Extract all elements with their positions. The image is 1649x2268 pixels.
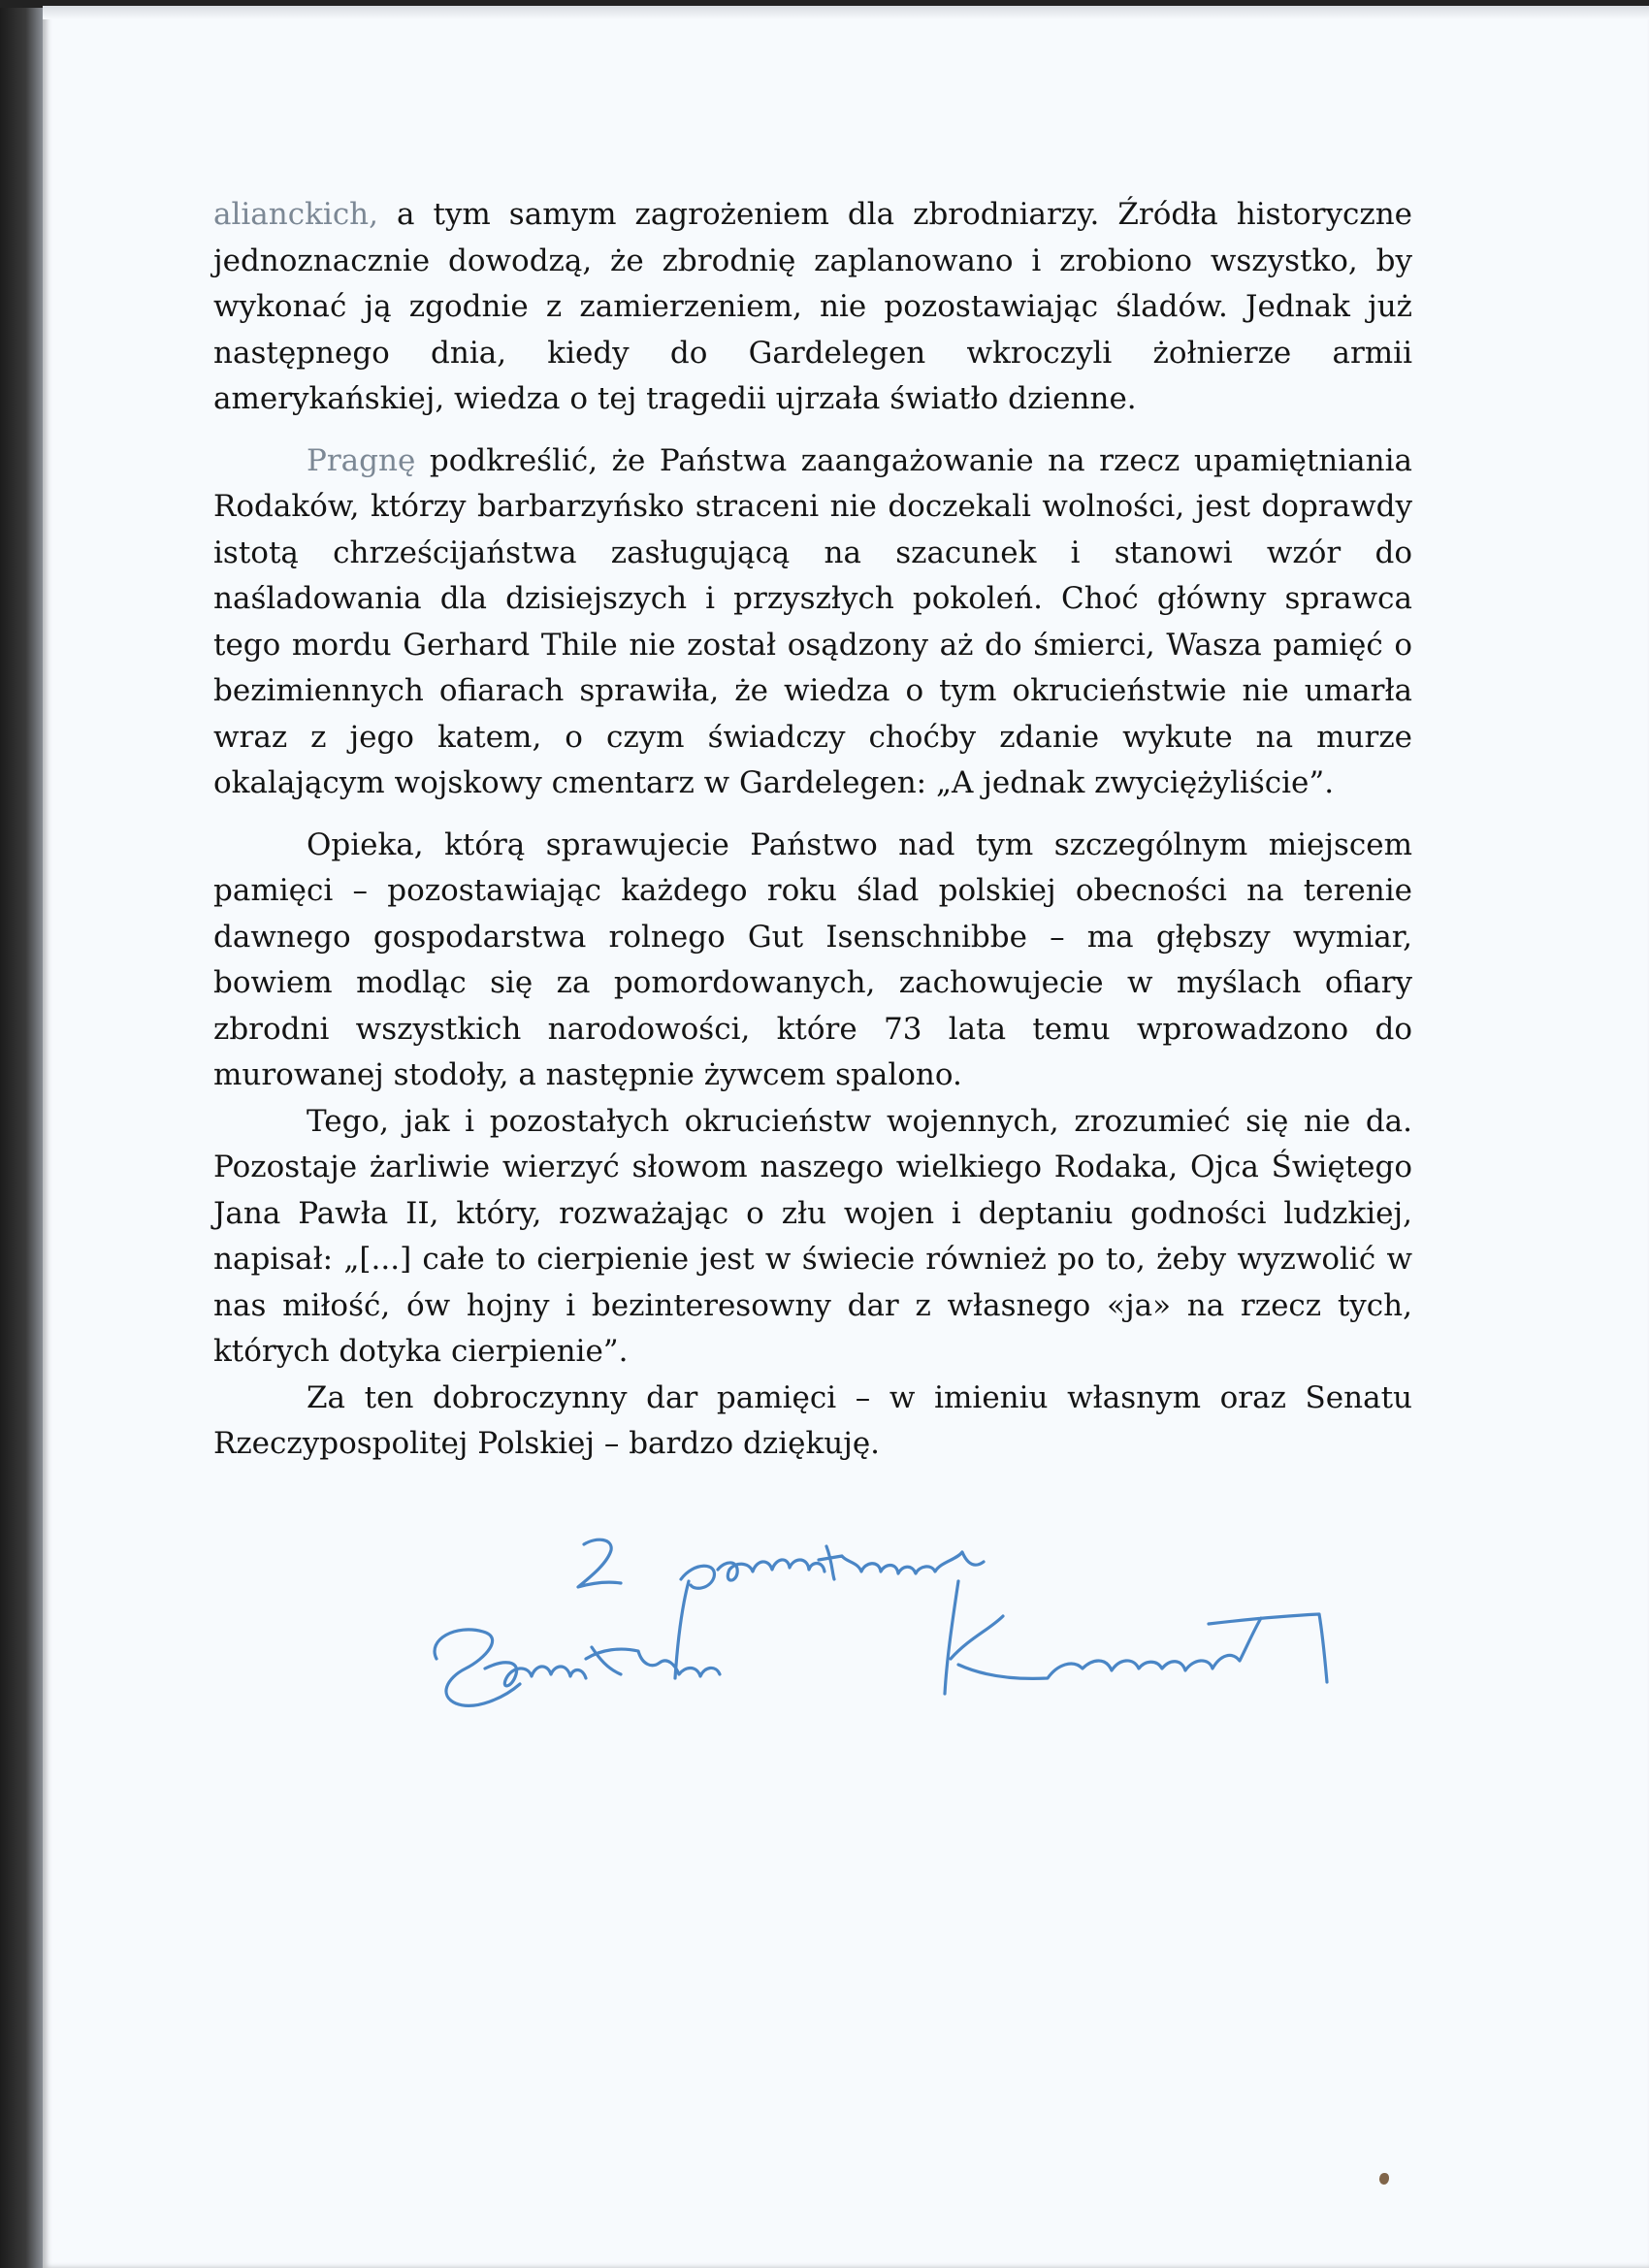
paragraph-1-lead: alianckich, — [213, 197, 379, 232]
scan-border-left — [0, 0, 43, 2268]
page-top-shadow — [43, 6, 1649, 19]
paragraph-4 — [213, 1099, 1412, 1376]
closing-letter-z — [578, 1539, 621, 1587]
paragraph-3 — [213, 823, 1412, 1099]
signature-ink — [435, 1539, 1327, 1705]
paragraph-4-text: Tego, jak i pozostałych okrucieństw wojennych, zrozumieć się nie da. Pozostaje żarliwie wierzyć słowom naszego wielkiego Rodaka, Ojca Świętego Jana Pawła II, który, rozważając o złu wojen i deptaniu godności ludzkiej, napisał: „[...] całe to cierpienie jest w świecie również po to, żeby wyzwolić w nas miłość, ów hojny i bezinteresowny dar z własnego «ja» na rzecz tych, których dotyka cierpienie”. — [213, 1103, 1412, 1369]
paragraph-1 — [213, 192, 1412, 423]
paragraph-5 — [213, 1376, 1412, 1468]
handwritten-signature — [427, 1523, 1397, 1766]
paragraph-5-text: Za ten dobroczynny dar pamięci – w imieniu własnym oraz Senatu Rzeczypospolitej Polskiej – bardzo dziękuję. — [213, 1379, 1412, 1461]
surname — [945, 1581, 1327, 1694]
paragraph-2 — [213, 438, 1412, 807]
closing-word — [675, 1546, 984, 1678]
paragraph-3-text: Opieka, którą sprawujecie Państwo nad tym szczególnym miejscem pamięci – pozostawiając każdego roku ślad polskiej obecności na terenie dawnego gospodarstwa rolnego Gut Isenschnibbe – ma głębszy wymiar, bowiem modląc się za pomordowanych, zachowujecie w myślach ofiary zbrodni wszystkich narodowości, które 73 lata temu wprowadzono do murowanej stodoły, a następnie żywcem spalono. — [213, 826, 1412, 1092]
signature-drawing — [427, 1523, 1397, 1766]
letter-body — [213, 192, 1412, 1468]
paragraph-2-lead: Pragnę — [307, 442, 416, 478]
paragraph-1-text: a tym samym zagrożeniem dla zbrodniarzy. Źródła historyczne jednoznacznie dowodzą, że zbrodnię zaplanowano i zrobiono wszystko, by wykonać ją zgodnie z zamierzeniem, nie pozostawiając śladów. Jednak już następnego dnia, kiedy do Gardelegen wkroczyli żołnierze armii amerykańskiej, wiedza o tej tragedii ujrzała światło dzienne. — [213, 197, 1412, 416]
paragraph-2-text: podkreślić, że Państwa zaangażowanie na rzecz upamiętniania Rodaków, którzy barbarzyńsko straceni nie doczekali wolności, jest doprawdy istotą chrześcijaństwa zasługującą na szacunek i stanowi wzór do naśladowania dla dzisiejszych i przyszłych pokoleń. Choć główny sprawca tego mordu Gerhard Thile nie został osądzony aż do śmierci, Wasza pamięć o bezimiennych ofiarach sprawiła, że wiedza o tym okrucieństwie nie umarła wraz z jego katem, o czym świadczy choćby zdanie wykute na murze okalającym wojskowy cmentarz w Gardelegen: „A jednak zwyciężyliście”. — [213, 442, 1412, 800]
